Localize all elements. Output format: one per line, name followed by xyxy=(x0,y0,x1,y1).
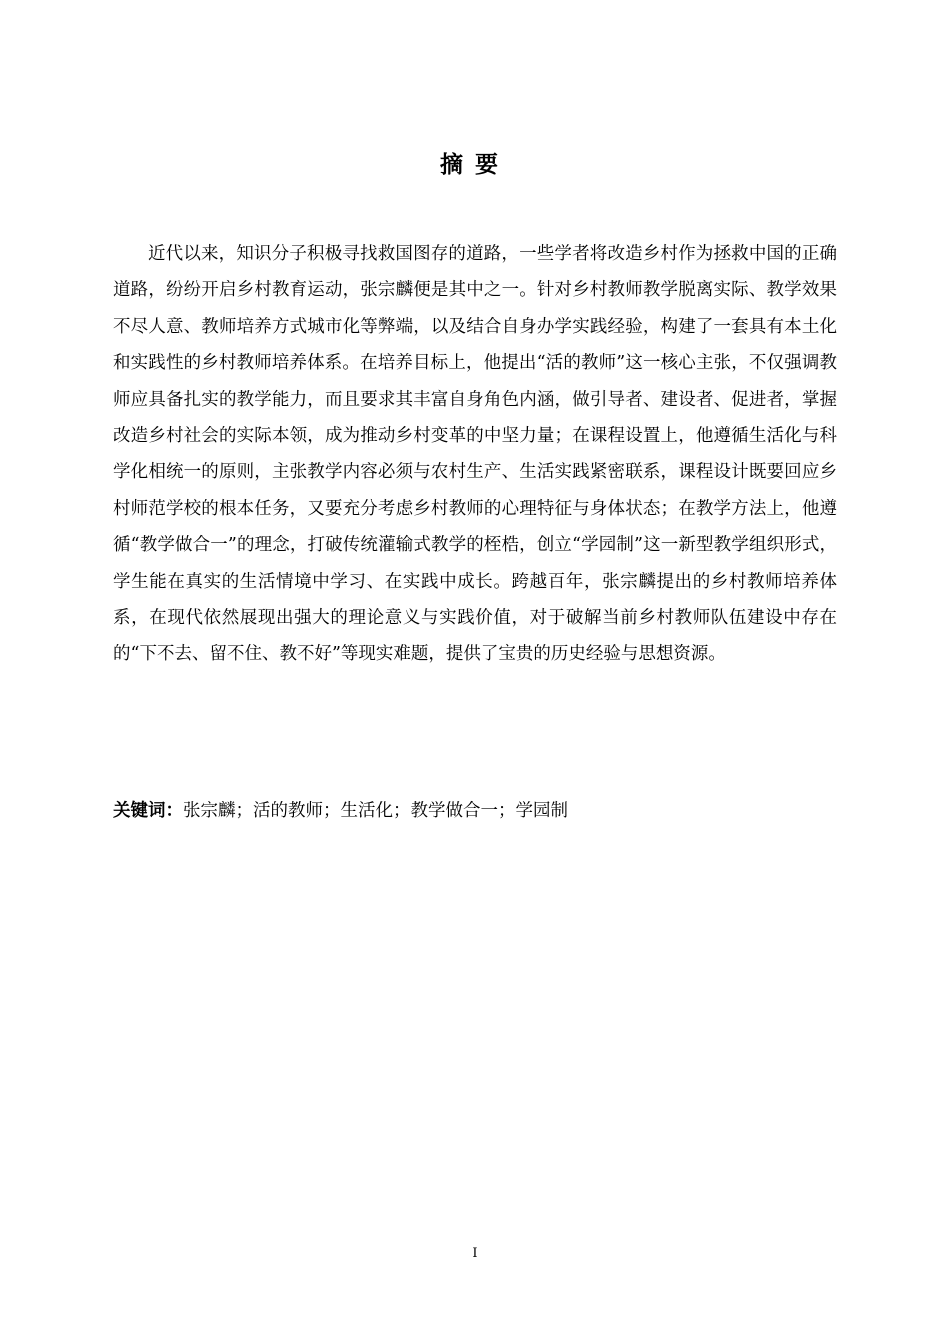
abstract-title: 摘要 xyxy=(440,152,510,178)
keywords-label: 关键词： xyxy=(113,801,183,821)
page-number: I xyxy=(472,1246,478,1261)
keywords-list: 张宗麟；活的教师；生活化；教学做合一；学园制 xyxy=(183,801,568,821)
keywords-line xyxy=(113,796,837,826)
abstract-body: 近代以来，知识分子积极寻找救国图存的道路，一些学者将改造乡村作为拯救中国的正确道路，纷纷开启乡村教育运动，张宗麟便是其中之一。针对乡村教师教学脱离实际、教学效果不尽人意、教师培养方式城市化等弊端，以及结合自身办学实践经验，构建了一套具有本土化和实践性的乡村教师培养体系。在培养目标上，他提出“活的教师”这一核心主张，不仅强调教师应具备扎实的教学能力，而且要求其丰富自身角色内涵，做引导者、建设者、促进者，掌握改造乡村社会的实际本领，成为推动乡村变革的中坚力量；在课程设置上，他遵循生活化与科学化相统一的原则，主张教学内容必须与农村生产、生活实践紧密联系，课程设计既要回应乡村师范学校的根本任务，又要充分考虑乡村教师的心理特征与身体状态；在教学方法上，他遵循“教学做合一”的理念，打破传统灌输式教学的桎梏，创立“学园制”这一新型教学组织形式，学生能在真实的生活情境中学习、在实践中成长。跨越百年，张宗麟提出的乡村教师培养体系，在现代依然展现出强大的理论意义与实践价值，对于破解当前乡村教师队伍建设中存在的“下不去、留不住、教不好”等现实难题，提供了宝贵的历史经验与思想资源。 xyxy=(113,244,837,665)
